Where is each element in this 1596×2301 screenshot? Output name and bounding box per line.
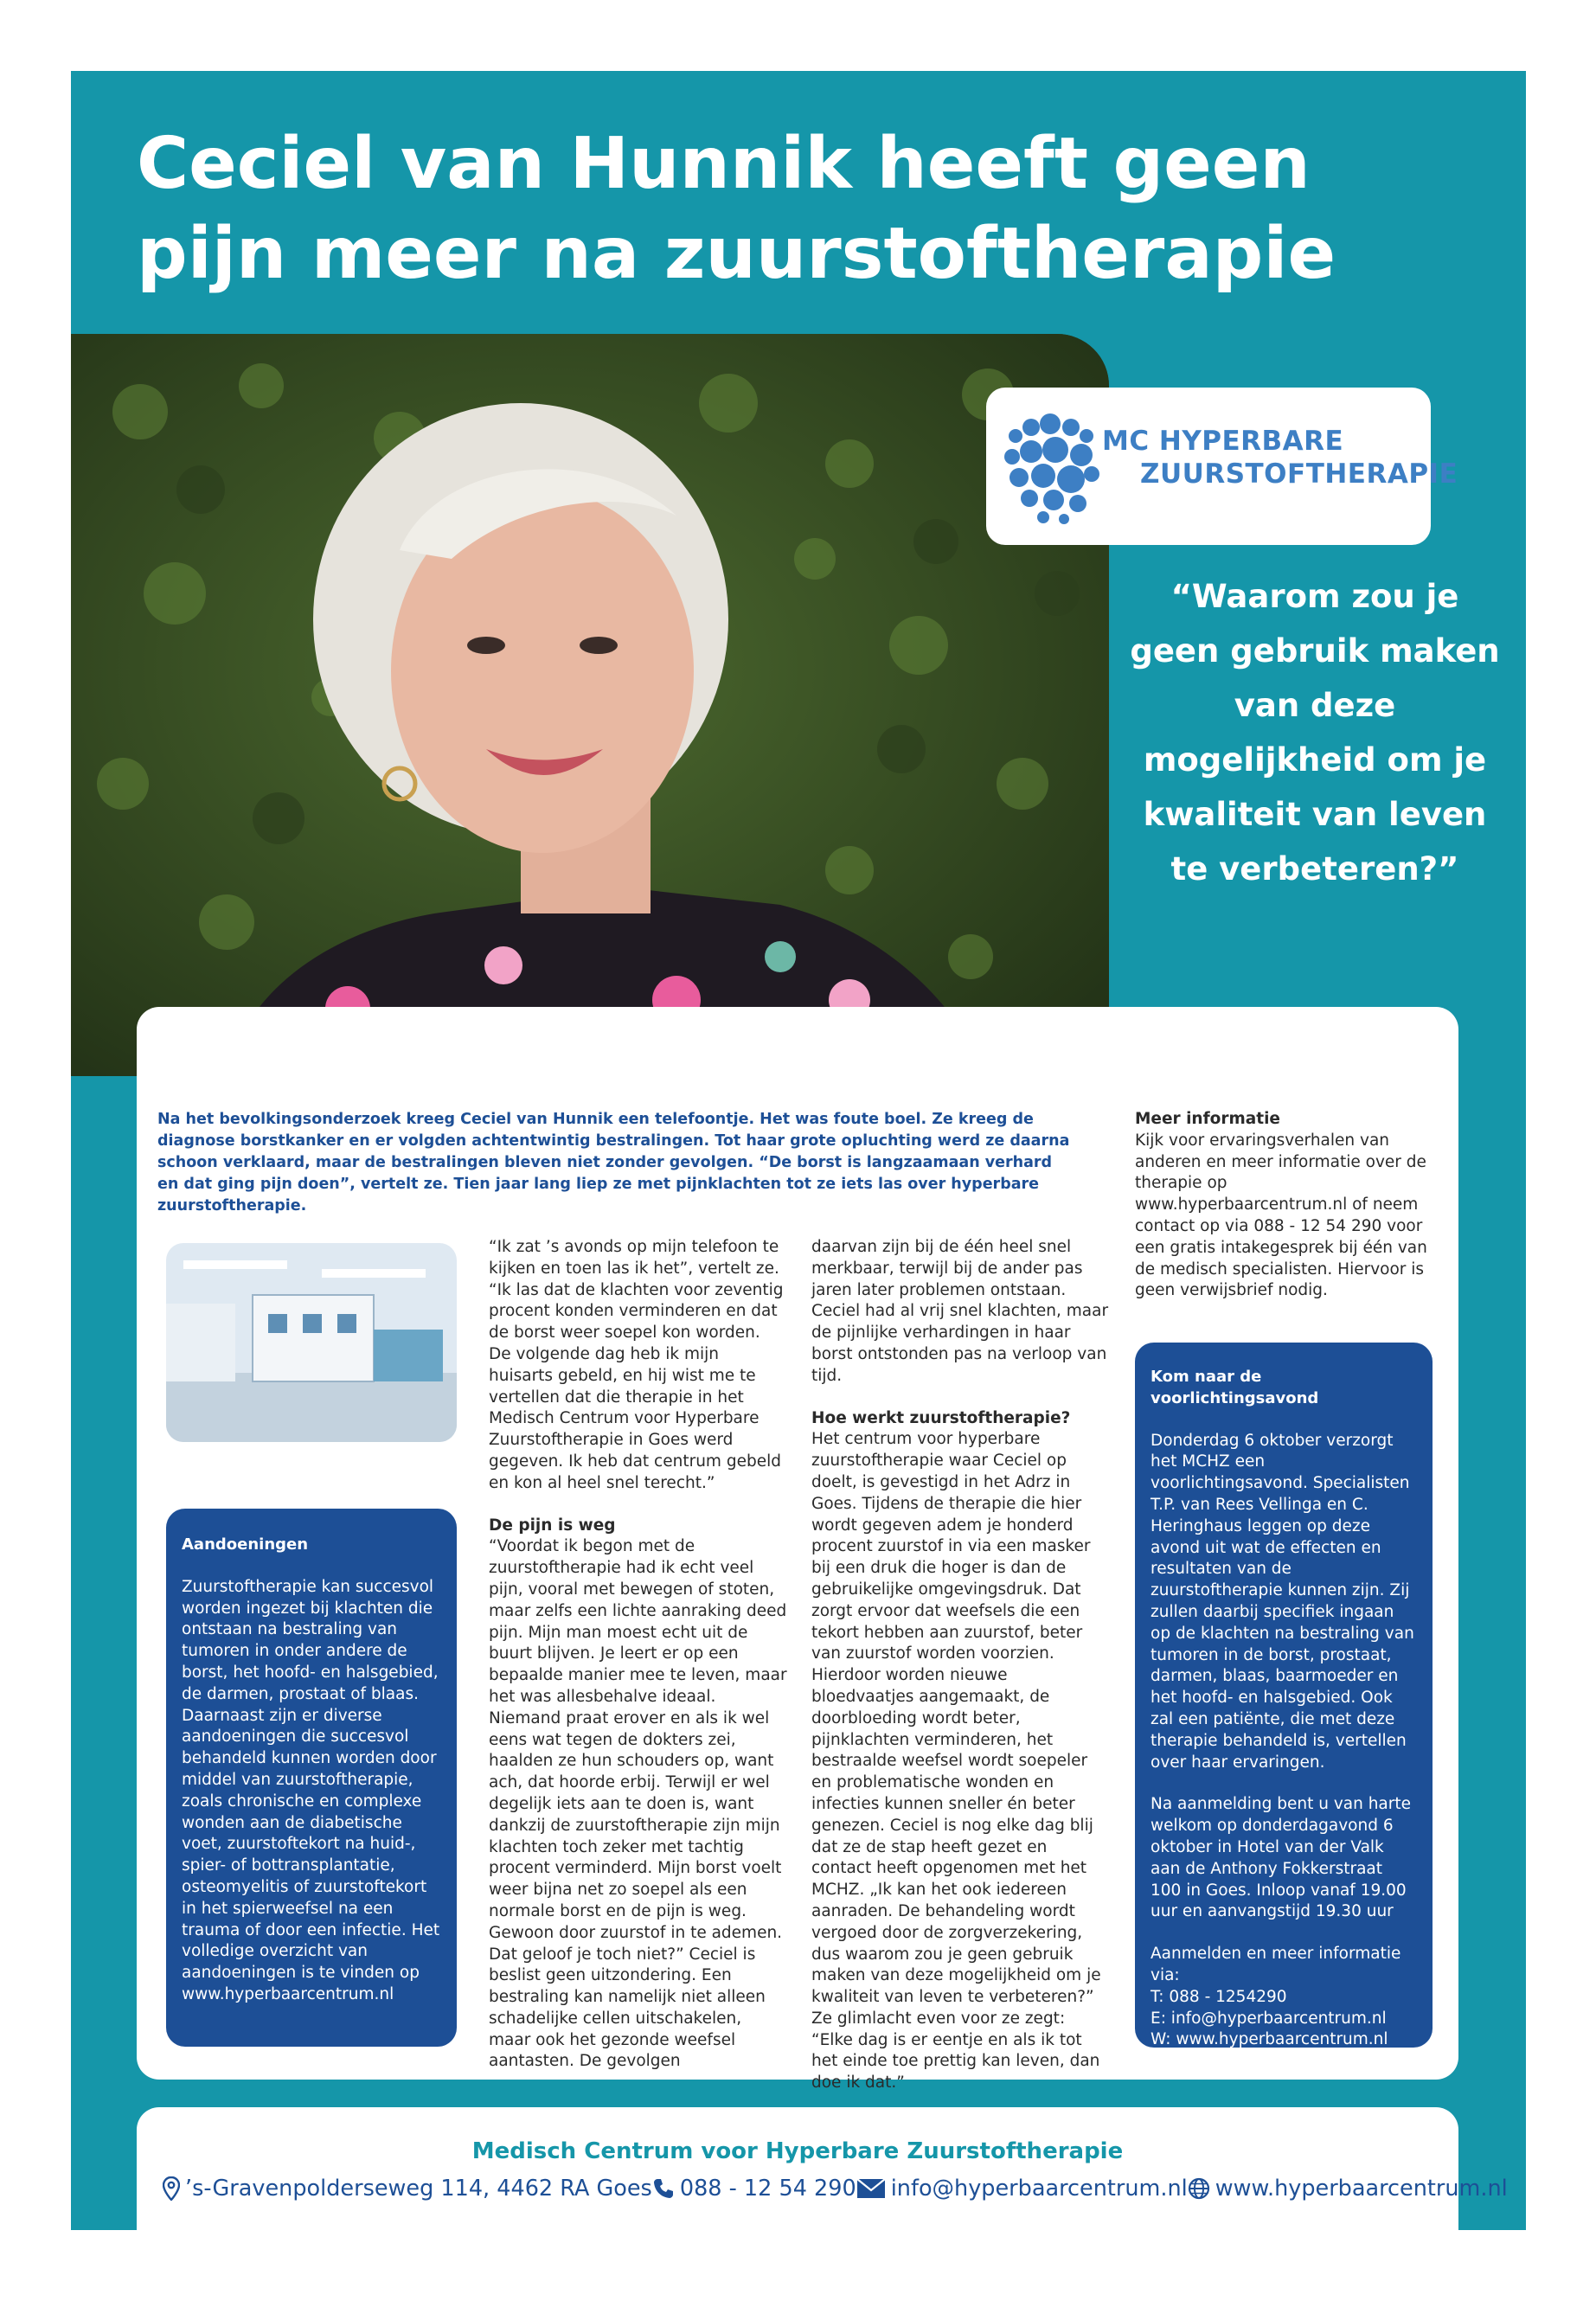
voorlichtingsavond-box (1135, 1343, 1433, 2048)
logo-line-1: MC HYPERBARE (1102, 426, 1344, 457)
pull-quote: “Waarom zou je geen gebruik maken van deze mogelijkheid om je kwaliteit van leven te verbeteren?” (1130, 578, 1500, 888)
address-text: ’s-Gravenpolderseweg 114, 4462 RA Goes (185, 2176, 652, 2202)
intro-paragraph: Na het bevolkingsonderzoek kreeg Ceciel van Hunnik een telefoontje. Het was foute boel. Ze kreeg de diagnose borstkanker en er volgden achtentwintig bestralingen. Tot haar grote opluchting werd ze daarna schoon verklaard, maar de bestralingen bleven niet zonder gevolgen. “De borst is langzaamaan verhard en dat ging pijn doen”, vertelt ze. Tien jaar lang liep ze met pijnklachten tot ze iets las over hyperbare zuurstoftherapie. (157, 1111, 1070, 1215)
envelope-icon (856, 2178, 886, 2199)
voorlichting-aanmelden: Aanmelden en meer informatie via: (1151, 1945, 1401, 1984)
aandoeningen-box (166, 1509, 457, 2047)
subheading-pijn-weg: De pijn is weg (489, 1516, 616, 1535)
article-column-2 (489, 1237, 787, 2093)
voorlichting-paragraph-2: Na aanmelding bent u van harte welkom op donderdagavond 6 oktober in Hotel van der Valk aan de Anthony Fokkerstraat 100 in Goes. Inloop vanaf 19.00 uur en aanvangstijd 19.30 uur (1151, 1795, 1412, 1921)
email-text[interactable]: info@hyperbaarcentrum.nl (890, 2176, 1188, 2202)
meer-informatie-body: Kijk voor ervaringsverhalen van anderen en meer informatie over de therapie op www.hyperbaarcentrum.nl of neem contact op via 088 - 12 54 290 voor een gratis intakegesprek bij één van de medisch specialisten. Hiervoor is geen verwijsbrief nodig. (1135, 1131, 1427, 1300)
footer-phone[interactable] (652, 2176, 856, 2202)
footer-contact-bar (137, 2107, 1508, 2230)
article-column-3 (811, 1237, 1110, 2115)
meer-informatie-title: Meer informatie (1135, 1110, 1280, 1128)
location-pin-icon (163, 2176, 180, 2201)
footer-title: Medisch Centrum voor Hyperbare Zuurstoftherapie (471, 2138, 1124, 2164)
mc-hyperbare-logo (986, 388, 1458, 545)
headline: Ceciel van Hunnik heeft geen pijn meer na zuurstoftherapie (137, 123, 1336, 295)
phone-text[interactable]: 088 - 12 54 290 (679, 2176, 856, 2202)
meer-informatie (1135, 1109, 1433, 1323)
treatment-room-photo (166, 1243, 457, 1442)
subheading-hoe-werkt: Hoe werkt zuurstoftherapie? (811, 1408, 1071, 1427)
col2-paragraph-1: “Ik zat ’s avonds op mijn telefoon te kijken en toen las ik het”, vertelt ze. “Ik las dat de klachten voor zeventig procent konden verminderen en dat de borst weer soepel kon worden. De volgende dag heb ik mijn huisarts gebeld, en hij wist me te vertellen dat die therapie in het Medisch Centrum voor Hyperbare Zuurstoftherapie in Goes werd gegeven. Ik heb dat centrum gebeld en kon al heel snel terecht.” (489, 1238, 784, 1492)
voorlichting-web: W: www.hyperbaarcentrum.nl (1151, 2030, 1388, 2049)
voorlichting-paragraph-1: Donderdag 6 oktober verzorgt het MCHZ een voorlichtingsavond. Specialisten T.P. van Rees Vellinga en C. Heringhaus leggen op deze avond uit wat de effecten en resultaten van de zuurstoftherapie kunnen zijn. Zij zullen daarbij specifiek ingaan op de klachten na bestraling van tumoren in de borst, prostaat, darmen, blaas, baarmoeder en het hoofd- en halsgebied. Ook zal een patiënte, die met deze therapie behandeld is, vertellen over haar ervaringen. (1151, 1431, 1414, 1772)
bubbles-logo-icon (1002, 410, 1102, 531)
footer-email[interactable] (856, 2176, 1188, 2202)
aandoeningen-body: Zuurstoftherapie kan succesvol worden ingezet bij klachten die ontstaan na bestraling van tumoren in onder andere de borst, het hoofd- en halsgebied, de darmen, prostaat of blaas. Daarnaast zijn er diverse aandoeningen die succesvol behandeld kunnen worden door middel van zuurstoftherapie, zoals chronische en complexe wonden aan de diabetische voet, zuurstoftekort na huid-, spier- of bottransplantatie, osteomyelitis of zuurstoftekort in het spierweefsel na een trauma of door een infectie. Het volledige overzicht van aandoeningen is te vinden op www.hyperbaarcentrum.nl (182, 1577, 440, 2003)
website-text[interactable]: www.hyperbaarcentrum.nl (1215, 2176, 1508, 2202)
aandoeningen-title: Aandoeningen (182, 1535, 309, 1554)
footer-contact-row (163, 2171, 1508, 2206)
globe-icon (1188, 2177, 1210, 2200)
col3-paragraph-2: Het centrum voor hyperbare zuurstoftherapie waar Ceciel op doelt, is gevestigd in het Adrz in Goes. Tijdens de therapie die hier wordt gegeven adem je honderd procent zuurstof in via een masker bij een druk die hoger is dan de gebruikelijke omgevingsdruk. Dat zorgt ervoor dat weefsels die een tekort hebben aan zuurstof, beter van zuurstof worden voorzien. Hierdoor worden nieuwe bloedvaatjes aangemaakt, de doorbloeding wordt beter, pijnklachten verminderen, het bestraalde weefsel wordt soepeler en problematische wonden en infecties kunnen sneller én beter genezen. Ceciel is nog elke dag blij dat ze de stap heeft gezet en contact heeft opgenomen met het MCHZ. „Ik kan het ook iedereen aanraden. De behandeling wordt vergoed door de zorgverzekering, dus waarom zou je geen gebruik maken van deze mogelijkheid om je kwaliteit van leven te verbeteren?” Ze glimlacht even voor ze zegt: “Elke dag is er eentje en als ik tot het einde toe prettig kan leven, dan doe ik dat.” (811, 1430, 1101, 2093)
col2-paragraph-2: “Voordat ik begon met de zuurstoftherapie had ik echt veel pijn, vooral met bewegen of stoten, maar zelfs een lichte aanraking deed pijn. Mijn man moest echt uit de buurt blijven. Je leert er op een bepaalde manier mee te leven, maar het was allesbehalve ideaal. Niemand praat erover en als ik wel eens wat tegen de dokters zei, haalden ze hun schouders op, want ach, dat hoorde erbij. Terwijl er wel degelijk iets aan te doen is, want dankzij de zuurstoftherapie zijn mijn klachten toch zeker met tachtig procent verminderd. Mijn borst voelt weer bijna net zo soepel als een normale borst en de pijn is weg. Gewoon door zuurstof in te ademen. Dat geloof je toch niet?” Ceciel is beslist geen uitzondering. Een bestraling kan namelijk niet alleen schadelijke cellen uitschakelen, maar ook het gezonde weefsel aantasten. De gevolgen (489, 1537, 787, 2071)
voorlichting-email: E: info@hyperbaarcentrum.nl (1151, 2009, 1387, 2028)
phone-icon (652, 2177, 675, 2200)
logo-line-2: ZUURSTOFTHERAPIE (1140, 458, 1458, 490)
voorlichtingsavond-title: Kom naar de voorlichtingsavond (1151, 1368, 1319, 1407)
voorlichting-tel: T: 088 - 1254290 (1151, 1987, 1287, 2006)
portrait-photo (71, 334, 1109, 1076)
footer-website[interactable] (1188, 2176, 1508, 2202)
col3-paragraph-1: daarvan zijn bij de één heel snel merkbaar, terwijl bij de ander pas jaren later problemen ontstaan. Ceciel had al vrij snel klachten, maar de pijnlijke verhardingen in haar borst ontstonden pas na verloop van tijd. (811, 1238, 1109, 1385)
footer-address (163, 2176, 652, 2202)
